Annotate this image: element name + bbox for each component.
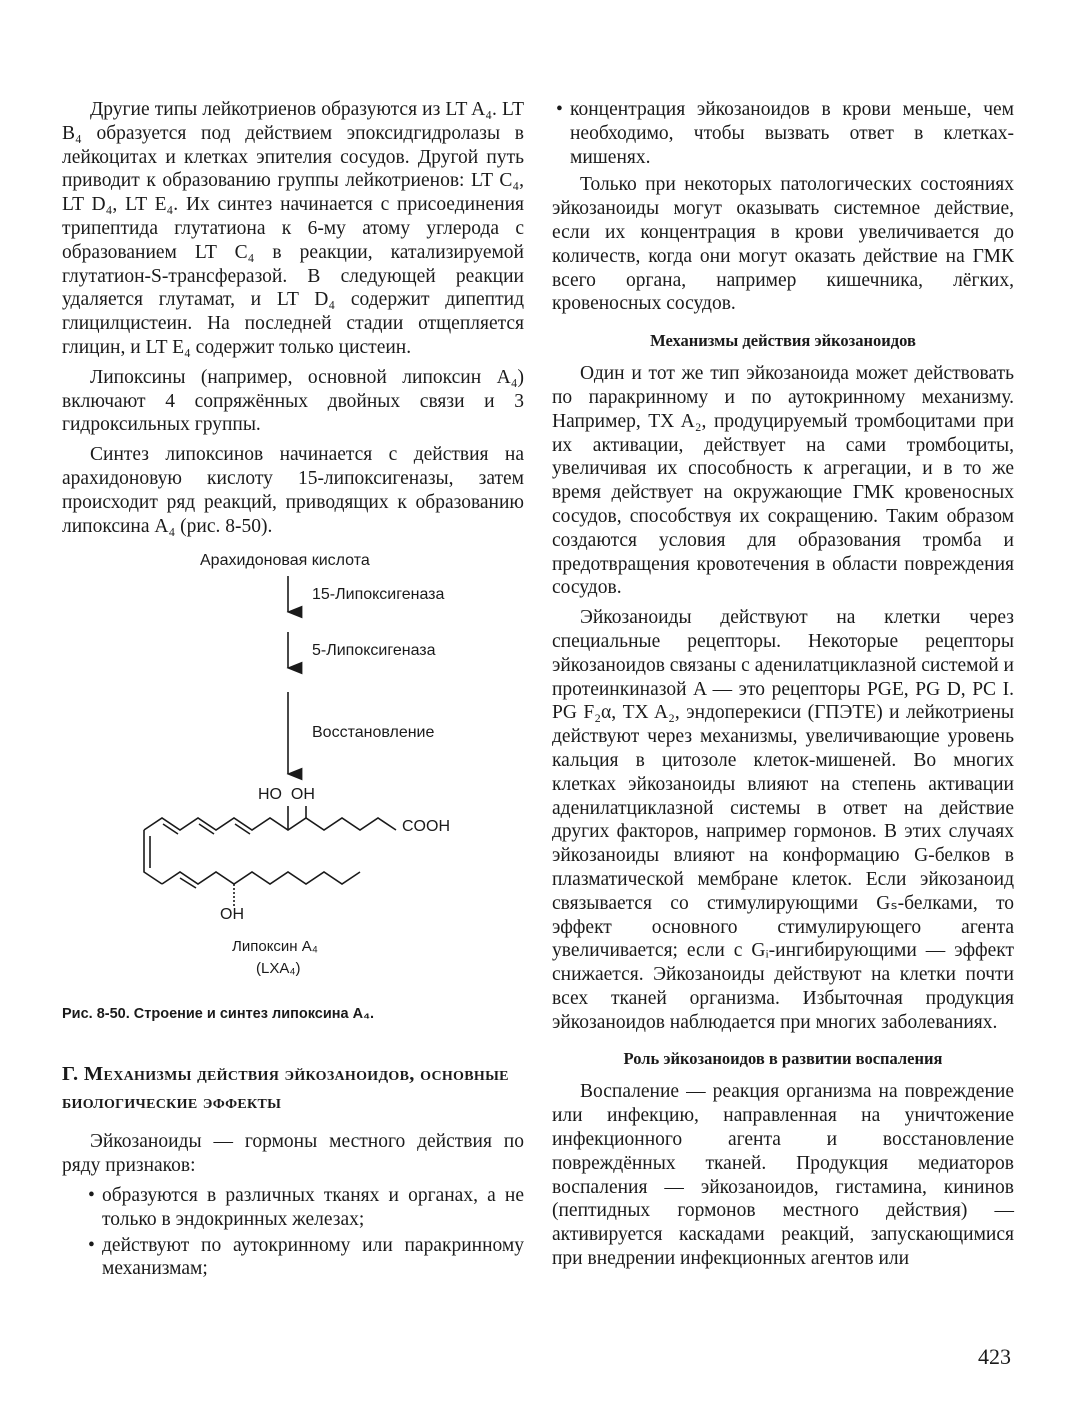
figure-8-50 [62, 552, 524, 1022]
section-heading [62, 1060, 524, 1116]
label-reduction: Восстановление [312, 724, 435, 742]
paragraph-leukotrienes: Другие типы лейкотриенов образуются из LT A₄. LT B₄ образуется под действием эпоксидгидролазы в лейкоцитах и клетках эпителия сосудов. Другой путь приводит к образованию группы лейкотриенов: LT C₄, LT D₄, LT E₄. Их синтез начинается с присоединения трипептида глутатиона к 6-му атому углерода с образованием LT C₄ в реакции, катализируемой глутатион-S-трансферазой. В следующей реакции удаляется глутамат, и LT D₄ содержит дипептид глицилцистеин. На последней стадии отщепляется глицин, и LT E₄ содержит только цистеин. [62, 99, 524, 358]
bullet-icon: • [556, 99, 563, 120]
paragraph-lipoxins: Липоксины (например, основной липоксин A₄) включают 4 сопряжённых двойных связи и 3 гидроксильных группы. [62, 366, 524, 436]
paragraph-systemic-action: Только при некоторых патологических состояниях эйкозаноиды могут оказывать системное действие, если их концентрация в крови увеличивается до количеств, когда они могут оказать действие на ГМК всего органа, например кишечника, лёгких, кровеносных сосудов. [552, 174, 1014, 315]
bullet-list-right [552, 98, 1014, 169]
section-title: Механизмы действия эйкозаноидов, основные биологические эффекты [62, 1063, 509, 1114]
section-letter: Г. [62, 1063, 79, 1086]
lipoxin-structure [144, 806, 396, 906]
label-15-lipoxygenase: 15-Липоксигеназа [312, 586, 445, 604]
left-column [62, 98, 524, 1285]
paragraph-lipoxin-synthesis: Синтез липоксинов начинается с действия на арахидоновую кислоту 15-липоксигеназы, затем происходит ряд реакций, приводящих к образованию липоксина A₄ (рис. 8-50). [62, 444, 524, 537]
bullet-icon: • [88, 1184, 95, 1206]
subheading-inflammation: Роль эйкозаноидов в развитии воспаления [623, 1049, 943, 1069]
label-product: Липоксин A₄ [232, 938, 318, 956]
label-ho-oh: HO OH [258, 786, 315, 804]
subheading-mechanisms: Механизмы действия эйкозаноидов [650, 331, 916, 351]
bullet-icon: • [88, 1234, 95, 1256]
label-5-lipoxygenase: 5-Липоксигеназа [312, 642, 436, 660]
label-arachidonic-acid: Арахидоновая кислота [200, 552, 370, 570]
label-oh-lower: OH [220, 906, 244, 924]
page-number: 423 [978, 1344, 1011, 1369]
paragraph-receptors: Эйкозаноиды действуют на клетки через специальные рецепторы. Некоторые рецепторы эйкозаноидов связаны с аденилатциклазной системой и протеинкиназой A — это рецепторы PGE, PG D, PC I. PG F₂α, TX A₂, эндоперекиси (ГПЭТЕ) и лейкотриены действуют через механизмы, увеличивающие уровень кальция в цитозоле клеток-мишеней. Во многих клетках эйкозаноиды влияют на степень активации аденилатциклазной системы в ответ на действие других факторов, например гормонов. В этих случаях эйкозаноиды влияют на конформацию G-белков в плазматической мембране клеток. Если эйкозаноид связывается со стимулирующими Gₛ-белками, то эффект основного стимулирующего агента увеличивается; если с Gᵢ-ингибирующими — эффект снижается. Эйкозаноиды действуют на клетки почти всех тканей организма. Избыточная продукция эйкозаноидов наблюдается при многих заболеваниях. [552, 607, 1014, 1033]
list-item: • образуются в различных тканях и органах, а не только в эндокринных железах; [88, 1184, 524, 1230]
label-product-abbr: (LXA₄) [256, 960, 301, 978]
right-column [552, 98, 1014, 1277]
paragraph-eicosanoids-intro: Эйкозаноиды — гормоны местного действия по ряду признаков: [62, 1131, 524, 1177]
list-item: • действуют по аутокринному или паракринному механизмам; [88, 1234, 524, 1280]
bullet-list-left [62, 1184, 524, 1281]
paragraph-inflammation: Воспаление — реакция организма на повреждение или инфекцию, направленная на уничтожение инфекционного агента и восстановление повреждённых тканей. Продукция медиаторов воспаления — эйкозаноидов, гистамина, кининов (пептидных гормонов местного действия) — активируется каскадами реакций, запускающимися при внедрении инфекционных агентов или [552, 1081, 1014, 1270]
figure-caption: Рис. 8-50. Строение и синтез липоксина A₄. [62, 1006, 375, 1023]
paragraph-paracrine: Один и тот же тип эйкозаноида может действовать по паракринному и по аутокринному механизму. Например, TX A₂, продуцируемый тромбоцитами при их активации, действует на сами тромбоциты, увеличивая их способность к агрегации, и в то же время действует на окружающие ГМК кровеносных сосудов, способствуя их сокращению. Таким образом создаются условия для образования тромба и предотвращения кровотечения в области повреждения сосудов. [552, 363, 1014, 599]
list-item: • концентрация эйкозаноидов в крови меньше, чем необходимо, чтобы вызвать ответ в клетках-мишенях. [556, 99, 1014, 168]
label-cooh: COOH [402, 818, 450, 836]
